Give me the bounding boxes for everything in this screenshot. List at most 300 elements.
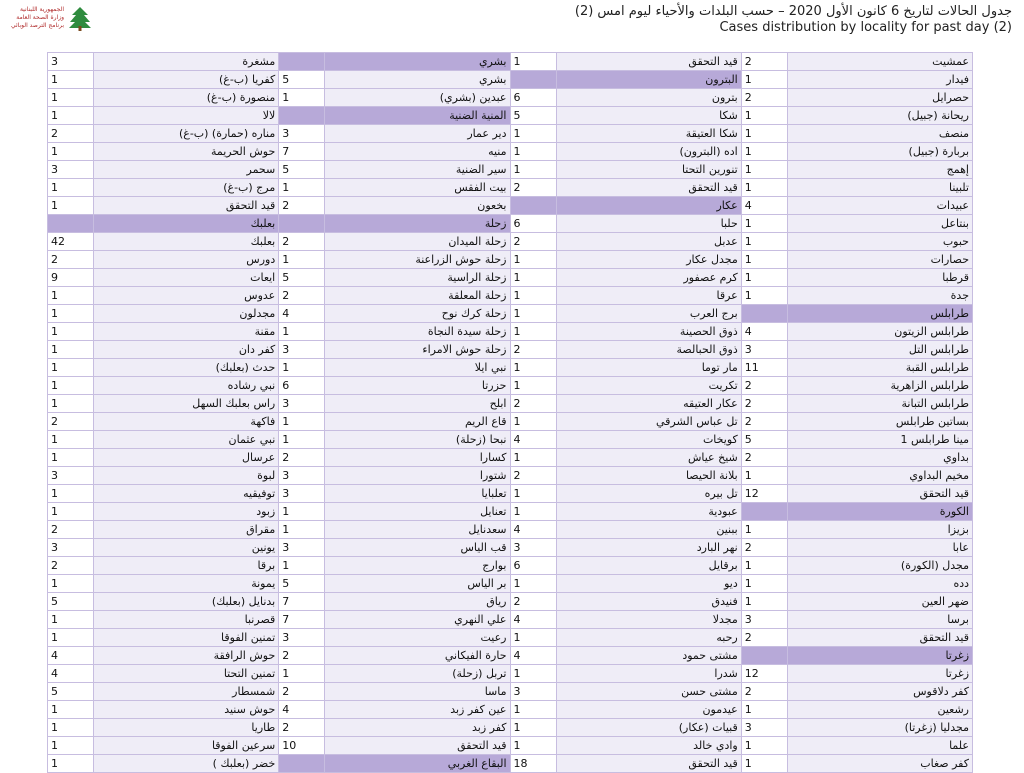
case-count: 18 — [510, 755, 556, 773]
case-count: 7 — [279, 593, 325, 611]
case-count: 1 — [510, 449, 556, 467]
case-count: 1 — [48, 323, 94, 341]
locality-name: يمونة — [94, 575, 279, 593]
case-count: 2 — [279, 287, 325, 305]
case-count: 3 — [279, 395, 325, 413]
case-count: 2 — [510, 395, 556, 413]
locality-name: تمنين الفوقا — [94, 629, 279, 647]
case-count: 1 — [510, 629, 556, 647]
locality-name: رياق — [325, 593, 510, 611]
locality-name: ابلح — [325, 395, 510, 413]
locality-name: رعيت — [325, 629, 510, 647]
case-count: 6 — [510, 557, 556, 575]
case-count: 1 — [510, 665, 556, 683]
case-count: 1 — [741, 71, 787, 89]
table-row — [48, 629, 973, 647]
case-count: 2 — [279, 683, 325, 701]
table-row — [48, 431, 973, 449]
locality-name: تكريت — [556, 377, 741, 395]
locality-name: عمشيت — [787, 53, 972, 71]
case-count: 1 — [741, 161, 787, 179]
case-count: 1 — [279, 413, 325, 431]
case-count: 12 — [741, 665, 787, 683]
case-count: 1 — [741, 251, 787, 269]
case-count: 12 — [741, 485, 787, 503]
locality-name: زحلة سيدة النجاة — [325, 323, 510, 341]
locality-name: سحمر — [94, 161, 279, 179]
locality-name: بيت الفقس — [325, 179, 510, 197]
case-count — [279, 215, 325, 233]
locality-name: قيد التحقق — [787, 485, 972, 503]
case-count: 1 — [510, 323, 556, 341]
table-row — [48, 179, 973, 197]
locality-name: منيه — [325, 143, 510, 161]
district-header: المنية الضنية — [325, 107, 510, 125]
locality-name: طاريا — [94, 719, 279, 737]
case-count: 3 — [48, 53, 94, 71]
case-count: 4 — [48, 647, 94, 665]
case-count: 2 — [48, 251, 94, 269]
table-row — [48, 467, 973, 485]
case-count: 1 — [510, 143, 556, 161]
locality-name: زحلة كرك نوح — [325, 305, 510, 323]
locality-name: طرابلس الزيتون — [787, 323, 972, 341]
case-count: 11 — [741, 359, 787, 377]
case-count: 2 — [510, 341, 556, 359]
locality-name: برقايل — [556, 557, 741, 575]
case-count: 1 — [510, 359, 556, 377]
table-row — [48, 521, 973, 539]
locality-name: علما — [787, 737, 972, 755]
case-count: 4 — [510, 521, 556, 539]
case-count: 1 — [510, 575, 556, 593]
case-count: 1 — [279, 251, 325, 269]
locality-name: حوش الرافقة — [94, 647, 279, 665]
table-row — [48, 305, 973, 323]
locality-name: كفريا (ب-غ) — [94, 71, 279, 89]
locality-name: بزيزا — [787, 521, 972, 539]
locality-name: منصورة (ب-غ) — [94, 89, 279, 107]
locality-name: مخيم البداوي — [787, 467, 972, 485]
district-header: البترون — [556, 71, 741, 89]
ministry-logo — [6, 4, 96, 36]
case-count: 1 — [279, 431, 325, 449]
case-count: 4 — [279, 305, 325, 323]
case-count: 3 — [279, 125, 325, 143]
table-row — [48, 413, 973, 431]
case-count: 1 — [48, 431, 94, 449]
table-row — [48, 251, 973, 269]
locality-name: طرابلس الزاهرية — [787, 377, 972, 395]
case-count: 1 — [741, 701, 787, 719]
cases-table — [47, 52, 973, 773]
case-count: 1 — [48, 341, 94, 359]
case-count: 1 — [48, 611, 94, 629]
locality-name: عبدين (بشري) — [325, 89, 510, 107]
case-count: 3 — [741, 341, 787, 359]
locality-name: فاكهة — [94, 413, 279, 431]
locality-name: حصرايل — [787, 89, 972, 107]
case-count: 3 — [48, 539, 94, 557]
locality-name: جدة — [787, 287, 972, 305]
locality-name: ضهر العين — [787, 593, 972, 611]
locality-name: حصارات — [787, 251, 972, 269]
case-count: 2 — [510, 467, 556, 485]
table-row — [48, 737, 973, 755]
locality-name: بداوي — [787, 449, 972, 467]
locality-name: تربل (زحلة) — [325, 665, 510, 683]
case-count: 1 — [48, 575, 94, 593]
table-row — [48, 593, 973, 611]
table-row — [48, 485, 973, 503]
case-count: 4 — [279, 701, 325, 719]
case-count — [48, 215, 94, 233]
case-count: 4 — [741, 323, 787, 341]
case-count: 1 — [48, 503, 94, 521]
table-row — [48, 359, 973, 377]
district-header: بعلبك — [94, 215, 279, 233]
district-header: عكار — [556, 197, 741, 215]
table-row — [48, 575, 973, 593]
case-count — [279, 53, 325, 71]
locality-name: طرابلس التل — [787, 341, 972, 359]
table-row — [48, 125, 973, 143]
logo-text: الجمهورية اللبنانية وزارة الصحة العامة برنامج الترصد الوبائي — [10, 6, 64, 29]
case-count: 2 — [510, 233, 556, 251]
case-count: 3 — [741, 611, 787, 629]
case-count: 2 — [48, 521, 94, 539]
cedar-icon — [68, 6, 92, 32]
locality-name: عرقا — [556, 287, 741, 305]
case-count: 3 — [279, 467, 325, 485]
case-count: 1 — [510, 125, 556, 143]
table-row — [48, 449, 973, 467]
locality-name: بدنايل (بعلبك) — [94, 593, 279, 611]
locality-name: شكا العتيقة — [556, 125, 741, 143]
case-count: 1 — [741, 593, 787, 611]
case-count: 1 — [741, 233, 787, 251]
case-count: 2 — [741, 377, 787, 395]
locality-name: عرسال — [94, 449, 279, 467]
table-row — [48, 323, 973, 341]
case-count: 4 — [741, 197, 787, 215]
locality-name: قيد التحقق — [556, 53, 741, 71]
case-count: 1 — [741, 107, 787, 125]
locality-name: ماسا — [325, 683, 510, 701]
table-row — [48, 53, 973, 71]
locality-name: عيدمون — [556, 701, 741, 719]
table-row — [48, 719, 973, 737]
case-count: 5 — [48, 683, 94, 701]
locality-name: شتورا — [325, 467, 510, 485]
case-count: 1 — [279, 557, 325, 575]
case-count: 5 — [279, 71, 325, 89]
locality-name: دورس — [94, 251, 279, 269]
case-count: 10 — [279, 737, 325, 755]
case-count: 42 — [48, 233, 94, 251]
table-row — [48, 647, 973, 665]
table-row — [48, 233, 973, 251]
case-count: 4 — [510, 647, 556, 665]
locality-name: تعلبايا — [325, 485, 510, 503]
locality-name: تل عباس الشرقي — [556, 413, 741, 431]
locality-name: حبوب — [787, 233, 972, 251]
case-count: 1 — [279, 521, 325, 539]
table-row — [48, 341, 973, 359]
locality-name: سرعين الفوقا — [94, 737, 279, 755]
locality-name: تلبينا — [787, 179, 972, 197]
locality-name: برج العرب — [556, 305, 741, 323]
locality-name: شمسطار — [94, 683, 279, 701]
case-count: 4 — [510, 431, 556, 449]
locality-name: بربارة (جبيل) — [787, 143, 972, 161]
locality-name: حوش سنيد — [94, 701, 279, 719]
locality-name: كفر زبد — [325, 719, 510, 737]
locality-name: كفر صغاب — [787, 755, 972, 773]
case-count: 6 — [510, 215, 556, 233]
case-count: 1 — [741, 287, 787, 305]
locality-name: زحلة الراسية — [325, 269, 510, 287]
case-count: 1 — [279, 665, 325, 683]
table-row — [48, 143, 973, 161]
table-row — [48, 215, 973, 233]
case-count: 1 — [741, 755, 787, 773]
locality-name: تعنايل — [325, 503, 510, 521]
case-count: 1 — [48, 89, 94, 107]
case-count: 1 — [510, 305, 556, 323]
case-count: 1 — [48, 305, 94, 323]
case-count: 1 — [279, 179, 325, 197]
locality-name: عدبل — [556, 233, 741, 251]
case-count: 1 — [279, 503, 325, 521]
case-count — [510, 197, 556, 215]
case-count — [741, 305, 787, 323]
case-count: 1 — [48, 719, 94, 737]
locality-name: اده (البترون) — [556, 143, 741, 161]
locality-name: حزرتا — [325, 377, 510, 395]
case-count: 2 — [741, 539, 787, 557]
locality-name: قيد التحقق — [325, 737, 510, 755]
table-row — [48, 107, 973, 125]
case-count: 2 — [48, 125, 94, 143]
locality-name: فيدار — [787, 71, 972, 89]
case-count: 3 — [279, 341, 325, 359]
locality-name: وادي خالد — [556, 737, 741, 755]
title-arabic: جدول الحالات لتاريخ 6 كانون الأول 2020 – حسب البلدات والأحياء ليوم امس (2) — [574, 4, 1012, 19]
table-row — [48, 665, 973, 683]
locality-name: قيد التحقق — [556, 755, 741, 773]
locality-name: تل بيره — [556, 485, 741, 503]
locality-name: قيد التحقق — [556, 179, 741, 197]
district-header: طرابلس — [787, 305, 972, 323]
locality-name: كرم عصفور — [556, 269, 741, 287]
case-count: 5 — [741, 431, 787, 449]
locality-name: راس بعلبك السهل — [94, 395, 279, 413]
locality-name: زحلة الميدان — [325, 233, 510, 251]
case-count — [510, 71, 556, 89]
table-row — [48, 701, 973, 719]
locality-name: نبحا (زحلة) — [325, 431, 510, 449]
locality-name: ايعات — [94, 269, 279, 287]
case-count: 1 — [510, 287, 556, 305]
case-count: 1 — [48, 485, 94, 503]
locality-name: بوارج — [325, 557, 510, 575]
locality-name: شدرا — [556, 665, 741, 683]
case-count: 1 — [510, 719, 556, 737]
title-english: Cases distribution by locality for past day (2) — [719, 20, 1012, 35]
case-count: 1 — [510, 503, 556, 521]
locality-name: زغرتا — [787, 665, 972, 683]
locality-name: قاع الريم — [325, 413, 510, 431]
district-header: الكورة — [787, 503, 972, 521]
locality-name: حوش الحريمة — [94, 143, 279, 161]
case-count: 1 — [48, 71, 94, 89]
table-row — [48, 557, 973, 575]
case-count: 3 — [279, 539, 325, 557]
locality-name: شيخ عياش — [556, 449, 741, 467]
locality-name: مشغرة — [94, 53, 279, 71]
locality-name: عابا — [787, 539, 972, 557]
locality-name: مينا طرابلس 1 — [787, 431, 972, 449]
case-count: 4 — [48, 665, 94, 683]
case-count: 1 — [510, 53, 556, 71]
case-count: 3 — [741, 719, 787, 737]
table-row — [48, 197, 973, 215]
locality-name: ذوق الحبالصة — [556, 341, 741, 359]
locality-name: كويخات — [556, 431, 741, 449]
case-count: 1 — [741, 125, 787, 143]
locality-name: زبود — [94, 503, 279, 521]
locality-name: عكار العتيقه — [556, 395, 741, 413]
locality-name: بساتين طرابلس — [787, 413, 972, 431]
locality-name: دده — [787, 575, 972, 593]
locality-name: قيد التحقق — [787, 629, 972, 647]
locality-name: لالا — [94, 107, 279, 125]
locality-name: خضر (بعلبك ) — [94, 755, 279, 773]
locality-name: طرابلس التبانة — [787, 395, 972, 413]
case-count: 2 — [510, 179, 556, 197]
district-header: بشري — [325, 53, 510, 71]
case-count: 1 — [48, 737, 94, 755]
case-count: 1 — [510, 269, 556, 287]
case-count: 2 — [48, 557, 94, 575]
case-count: 2 — [741, 89, 787, 107]
case-count: 1 — [279, 89, 325, 107]
locality-name: مجدليا (زغرتا) — [787, 719, 972, 737]
locality-name: قرطبا — [787, 269, 972, 287]
case-count: 2 — [741, 449, 787, 467]
case-count: 7 — [279, 143, 325, 161]
case-count: 5 — [48, 593, 94, 611]
table-row — [48, 269, 973, 287]
locality-name: كسارا — [325, 449, 510, 467]
case-count: 1 — [48, 395, 94, 413]
case-count: 1 — [48, 197, 94, 215]
case-count: 1 — [48, 629, 94, 647]
case-count: 2 — [279, 449, 325, 467]
locality-name: ريحانة (جبيل) — [787, 107, 972, 125]
locality-name: منصف — [787, 125, 972, 143]
case-count: 3 — [510, 539, 556, 557]
locality-name: مشتى حسن — [556, 683, 741, 701]
locality-name: علي النهري — [325, 611, 510, 629]
locality-name: بر الياس — [325, 575, 510, 593]
case-count: 1 — [48, 287, 94, 305]
locality-name: بترون — [556, 89, 741, 107]
locality-name: مقراق — [94, 521, 279, 539]
case-count: 2 — [741, 53, 787, 71]
locality-name: قيد التحقق — [94, 197, 279, 215]
table-row — [48, 395, 973, 413]
case-count: 6 — [279, 377, 325, 395]
case-count — [279, 755, 325, 773]
locality-name: قب الياس — [325, 539, 510, 557]
case-count: 9 — [48, 269, 94, 287]
locality-name: زحلة حوش الزراعنة — [325, 251, 510, 269]
locality-name: تنورين التحتا — [556, 161, 741, 179]
locality-name: برسا — [787, 611, 972, 629]
case-count: 3 — [279, 629, 325, 647]
case-count: 1 — [510, 737, 556, 755]
table-row — [48, 161, 973, 179]
locality-name: مجدلون — [94, 305, 279, 323]
locality-name: زحلة المعلقة — [325, 287, 510, 305]
locality-name: نهر البارد — [556, 539, 741, 557]
case-count: 1 — [48, 179, 94, 197]
case-count: 1 — [48, 449, 94, 467]
case-count: 1 — [510, 161, 556, 179]
locality-name: طرابلس القبة — [787, 359, 972, 377]
case-count: 1 — [510, 413, 556, 431]
case-count: 1 — [510, 377, 556, 395]
case-count: 1 — [741, 737, 787, 755]
case-count — [741, 647, 787, 665]
table-row — [48, 71, 973, 89]
locality-name: مجدلا — [556, 611, 741, 629]
locality-name: بنتاعل — [787, 215, 972, 233]
locality-name: زحلة حوش الامراء — [325, 341, 510, 359]
case-count: 1 — [48, 143, 94, 161]
locality-name: مقنة — [94, 323, 279, 341]
cases-table-body — [48, 53, 973, 773]
case-count: 1 — [279, 323, 325, 341]
locality-name: مشتى حمود — [556, 647, 741, 665]
locality-name: كفر دلاقوس — [787, 683, 972, 701]
case-count — [741, 503, 787, 521]
case-count: 1 — [741, 143, 787, 161]
locality-name: مار توما — [556, 359, 741, 377]
locality-name: شكا — [556, 107, 741, 125]
locality-name: حارة الفيكاني — [325, 647, 510, 665]
district-header: زغرتا — [787, 647, 972, 665]
locality-name: نبي ايلا — [325, 359, 510, 377]
case-count: 2 — [279, 233, 325, 251]
case-count: 2 — [510, 593, 556, 611]
locality-name: مجدل (الكورة) — [787, 557, 972, 575]
case-count: 3 — [48, 161, 94, 179]
locality-name: بخعون — [325, 197, 510, 215]
locality-name: مرج (ب-غ) — [94, 179, 279, 197]
locality-name: تمنين التحتا — [94, 665, 279, 683]
locality-name: رحبه — [556, 629, 741, 647]
locality-name: سعدنايل — [325, 521, 510, 539]
table-row — [48, 89, 973, 107]
case-count: 1 — [741, 269, 787, 287]
district-header: زحلة — [325, 215, 510, 233]
case-count: 1 — [741, 575, 787, 593]
case-count: 1 — [279, 359, 325, 377]
locality-name: نبي عثمان — [94, 431, 279, 449]
